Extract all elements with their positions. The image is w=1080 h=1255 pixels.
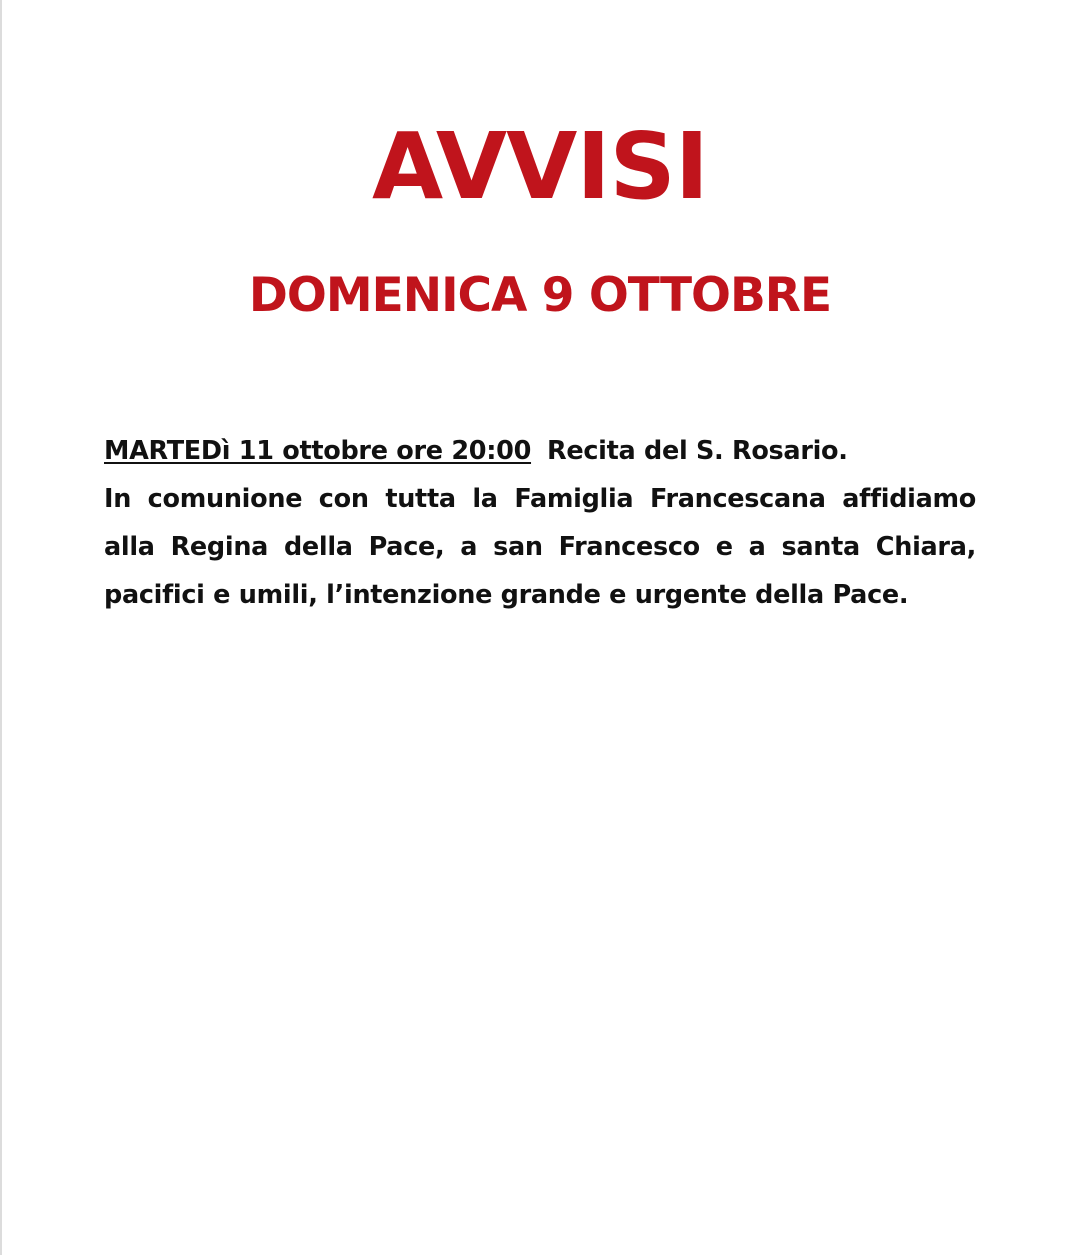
event-line (104, 427, 976, 475)
notice-title: AVVISI (371, 113, 709, 220)
paragraph-line-2: alla Regina della Pace, a san Francesco e a santa Chiara, (104, 532, 976, 562)
event-datetime: MARTEDì 11 ottobre ore 20:00 (104, 436, 532, 466)
paragraph-line-1: In comunione con tutta la Famiglia Francescana affidiamo (104, 484, 976, 514)
paragraph-line-3: pacifici e umili, l’intenzione grande e urgente della Pace. (104, 580, 909, 610)
event-name: Recita del S. Rosario. (547, 436, 848, 466)
notice-body (104, 427, 976, 619)
notice-subtitle: DOMENICA 9 OTTOBRE (248, 268, 832, 323)
